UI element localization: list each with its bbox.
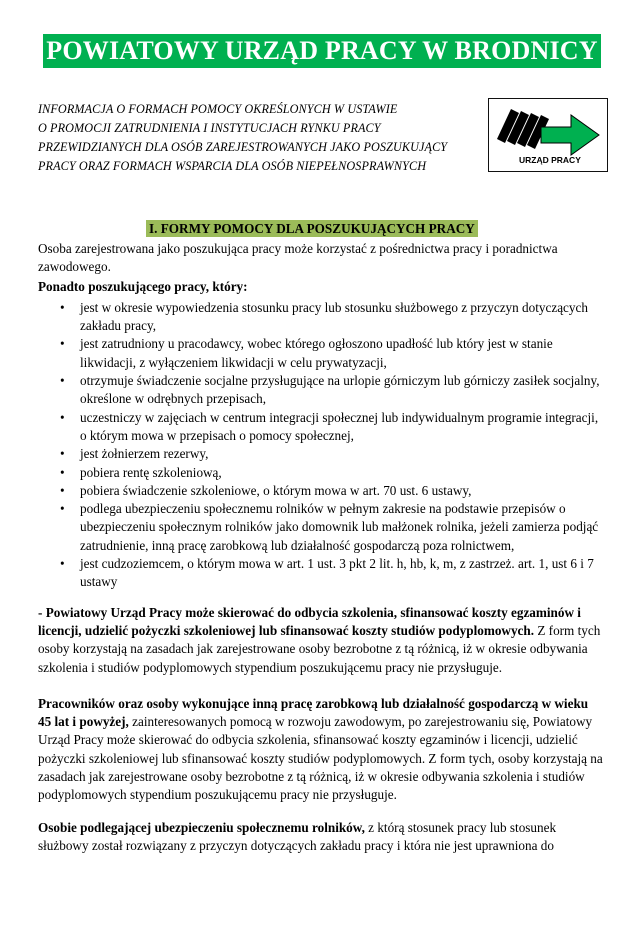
bullet-icon: • <box>60 501 65 517</box>
eligibility-list <box>38 299 604 592</box>
paragraph-workers-45: Pracowników oraz osoby wykonujące inną pracę zarobkową lub działalność gospodarczą w wieku 45 lat i powyżej, zainteresowanych pomocą w rozwoju zawodowym, po zarejestrowaniu się, Powiatowy Urząd Pracy może skierować do odbycia szkolenia, sfinansować koszty egzaminów i licencji, udzielić pożyczki szkoleniowej lub sfinansować koszty studiów podyplomowych. Z form tych, osoby korzystają na zasadach jak zarejestrowane osoby bezrobotne z tą różnicą, iż w okresie odbywania szkolenia i studiów podyplomowych stypendium poszukującemu pracy nie przysługuje. <box>38 695 603 803</box>
list-item: • pobiera rentę szkoleniową, <box>38 464 604 482</box>
section-heading: I. FORMY POMOCY DLA POSZUKUJĄCYCH PRACY <box>146 220 478 237</box>
bullet-icon: • <box>60 464 65 480</box>
section-intro: Osoba zarejestrowana jako poszukująca pracy może korzystać z pośrednictwa pracy i poradnictwa zawodowego. <box>38 241 558 275</box>
bullet-icon: • <box>60 556 65 572</box>
logo-text: URZĄD PRACY <box>519 155 581 165</box>
urzad-pracy-logo <box>488 98 608 172</box>
bullet-icon: • <box>60 482 65 498</box>
intro-line: PRZEWIDZIANYCH DLA OSÓB ZAREJESTROWANYCH JAKO POSZUKUJĄCY <box>38 140 448 154</box>
logo-arrow <box>541 115 599 155</box>
intro-block <box>38 100 478 176</box>
bullet-icon: • <box>60 299 65 315</box>
list-item: • jest w okresie wypowiedzenia stosunku pracy lub stosunku służbowego z przyczyn dotyczących zakładu pracy, <box>60 299 588 334</box>
list-item: • uczestniczy w zajęciach w centrum integracji społecznej lub indywidualnym programie integracji, o którym mowa w przepisach o pomocy społecznej, <box>60 409 599 443</box>
intro-line: INFORMACJA O FORMACH POMOCY OKREŚLONYCH W USTAWIE <box>38 102 398 116</box>
bullet-icon: • <box>60 373 65 389</box>
list-item: • jest cudzoziemcem, o którym mowa w art. 1 ust. 3 pkt 2 lit. h, hb, k, m, z zastrzeż. art. 1, ust 6 i 7 ustawy <box>60 556 594 590</box>
paragraph-training: - Powiatowy Urząd Pracy może skierować do odbycia szkolenia, sfinansować koszty egzaminów i licencji, udzielić pożyczki szkoleniowej lub sfinansować koszty studiów podyplomowych. Z form tych osoby korzystają na zasadach jak zarejestrowane osoby bezrobotne z tą różnicą, iż w okresie odbywania szkolenia i studiów podyplomowych stypendium poszukującemu pracy nie przysługuje. <box>38 604 601 675</box>
subheading: Ponadto poszukującego pracy, który: <box>38 278 248 294</box>
intro-line: O PROMOCJI ZATRUDNIENIA I INSTYTUCJACH RYNKU PRACY <box>38 121 381 135</box>
list-item: • jest zatrudniony u pracodawcy, wobec którego ogłoszono upadłość lub który jest w stanie likwidacji, z wyłączeniem likwidacji w celu prywatyzacji, <box>60 336 553 370</box>
paragraph-farmers: Osobie podlegającej ubezpieczeniu społecznemu rolników, z którą stosunek pracy lub stosunek służbowy został rozwiązany z przyczyn dotyczących zakładu pracy i która nie jest uprawniona do <box>38 819 557 853</box>
list-item: • pobiera świadczenie szkoleniowe, o którym mowa w art. 70 ust. 6 ustawy, <box>38 482 604 500</box>
bullet-icon: • <box>60 409 65 425</box>
bullet-icon: • <box>60 336 65 352</box>
bullet-icon: • <box>60 446 65 462</box>
page-title: POWIATOWY URZĄD PRACY W BRODNICY <box>43 34 601 68</box>
intro-line: PRACY ORAZ FORMACH WSPARCIA DLA OSÓB NIEPEŁNOSPRAWNYCH <box>38 159 427 173</box>
document-body <box>38 240 604 855</box>
list-item: • jest żołnierzem rezerwy, <box>38 445 604 463</box>
logo-graphic <box>489 99 607 171</box>
list-item: • otrzymuje świadczenie socjalne przysługujące na urlopie górniczym lub górniczy zasiłek socjalny, określone w odrębnych przepisach, <box>60 373 600 407</box>
list-item: • podlega ubezpieczeniu społecznemu rolników w pełnym zakresie na podstawie przepisów o ubezpieczeniu społecznym rolników jako domownik lub małżonek rolnika, jeżeli zamierza podjąć zatrudnienie, inną pracę zarobkową lub działalność gospodarczą poza rolnictwem, <box>60 501 599 553</box>
